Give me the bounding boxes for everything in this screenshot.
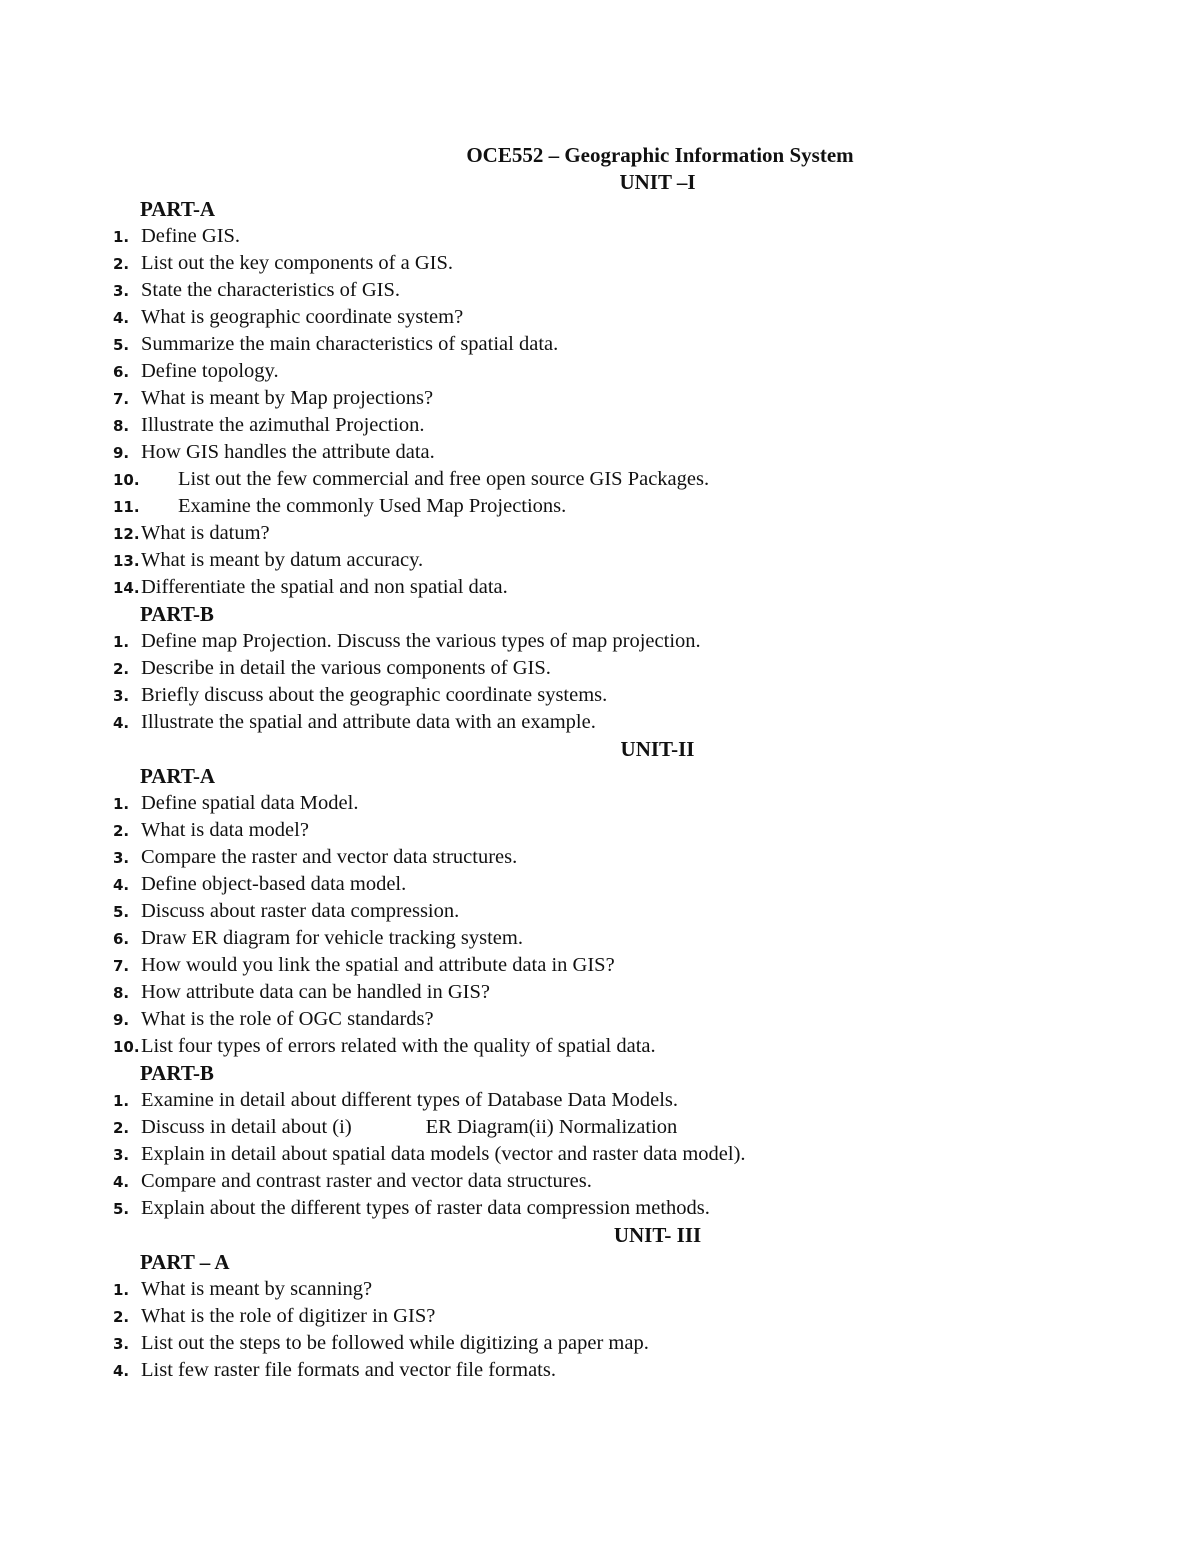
item-number: 10.	[113, 1038, 140, 1056]
list-item	[0, 250, 1200, 277]
item-text: Differentiate the spatial and non spatial data.	[141, 576, 508, 598]
list-item	[0, 871, 1200, 898]
item-number: 3.	[113, 1335, 130, 1353]
list-item	[0, 925, 1200, 952]
list-item	[0, 358, 1200, 385]
unit-heading: UNIT- III	[613, 1223, 702, 1247]
item-number: 4.	[113, 309, 130, 327]
list-item	[0, 898, 1200, 925]
list-item	[0, 979, 1200, 1006]
item-text: How attribute data can be handled in GIS?	[141, 981, 490, 1003]
list-item	[0, 1357, 1200, 1384]
list-item	[0, 1006, 1200, 1033]
part-heading: PART – A	[140, 1250, 230, 1274]
list-item	[0, 439, 1200, 466]
item-number: 9.	[113, 444, 130, 462]
part-heading: PART-A	[140, 764, 216, 788]
list-item	[0, 817, 1200, 844]
list-item	[0, 844, 1200, 871]
item-text: What is meant by scanning?	[141, 1278, 373, 1300]
item-text: Describe in detail the various components of GIS.	[141, 657, 551, 679]
list-item	[0, 1195, 1200, 1222]
item-number: 3.	[113, 1146, 130, 1164]
item-number: 9.	[113, 1011, 130, 1029]
item-number: 3.	[113, 849, 130, 867]
item-number: 8.	[113, 417, 130, 435]
item-text: How GIS handles the attribute data.	[141, 441, 435, 463]
item-text-part-2: ER Diagram(ii) Normalization	[425, 1116, 678, 1138]
item-text: What is the role of OGC standards?	[141, 1008, 434, 1030]
item-text: List out the steps to be followed while digitizing a paper map.	[141, 1332, 649, 1354]
item-text: Briefly discuss about the geographic coordinate systems.	[141, 684, 608, 706]
list-item	[0, 655, 1200, 682]
list-item	[0, 385, 1200, 412]
item-text: Illustrate the spatial and attribute data with an example.	[141, 711, 596, 733]
item-text: Draw ER diagram for vehicle tracking system.	[141, 927, 523, 949]
list-item	[0, 1168, 1200, 1195]
item-text: Define GIS.	[141, 225, 241, 247]
item-text-part-1: Discuss in detail about (i)	[141, 1116, 352, 1138]
item-text: What is meant by datum accuracy.	[141, 549, 424, 571]
list-item	[0, 304, 1200, 331]
item-number: 5.	[113, 903, 130, 921]
list-item	[0, 547, 1200, 574]
list-item	[0, 412, 1200, 439]
item-number: 6.	[113, 363, 130, 381]
item-text: What is geographic coordinate system?	[141, 306, 464, 328]
item-text: Examine in detail about different types of Database Data Models.	[141, 1089, 679, 1111]
item-number: 14.	[113, 579, 140, 597]
list-item	[0, 709, 1200, 736]
list-item	[0, 628, 1200, 655]
part-heading: PART-A	[140, 197, 216, 221]
item-text: What is meant by Map projections?	[141, 387, 434, 409]
part-heading: PART-B	[140, 602, 214, 626]
item-text: Define map Projection. Discuss the various types of map projection.	[141, 630, 701, 652]
unit-heading: UNIT –I	[619, 170, 696, 194]
list-item	[0, 277, 1200, 304]
list-item	[0, 1141, 1200, 1168]
item-text: Examine the commonly Used Map Projections.	[178, 495, 567, 517]
list-item	[0, 952, 1200, 979]
item-number: 2.	[113, 1308, 130, 1326]
item-text: Explain in detail about spatial data models (vector and raster data model).	[141, 1143, 746, 1165]
item-number: 2.	[113, 1119, 130, 1137]
item-number: 11.	[113, 498, 140, 516]
item-number: 3.	[113, 687, 130, 705]
item-number: 4.	[113, 876, 130, 894]
item-number: 1.	[113, 228, 130, 246]
item-number: 1.	[113, 1092, 130, 1110]
list-item	[0, 1303, 1200, 1330]
item-number: 2.	[113, 660, 130, 678]
item-text: List out the key components of a GIS.	[141, 252, 454, 274]
item-number: 7.	[113, 957, 130, 975]
item-text: List four types of errors related with the quality of spatial data.	[141, 1035, 656, 1057]
unit-heading: UNIT-II	[620, 737, 695, 761]
list-item	[0, 790, 1200, 817]
item-text: Define topology.	[141, 360, 279, 382]
item-number: 8.	[113, 984, 130, 1002]
list-item	[0, 331, 1200, 358]
list-item	[0, 574, 1200, 601]
item-number: 1.	[113, 795, 130, 813]
list-item	[0, 1087, 1200, 1114]
item-text	[141, 1114, 677, 1141]
item-number: 4.	[113, 714, 130, 732]
list-item	[0, 682, 1200, 709]
item-text: Define object-based data model.	[141, 873, 407, 895]
item-number: 2.	[113, 255, 130, 273]
item-text: Compare the raster and vector data structures.	[141, 846, 518, 868]
list-item	[0, 1330, 1200, 1357]
item-number: 5.	[113, 1200, 130, 1218]
item-number: 4.	[113, 1173, 130, 1191]
item-text: Compare and contrast raster and vector data structures.	[141, 1170, 592, 1192]
list-item	[0, 493, 1200, 520]
list-item	[0, 1114, 1200, 1141]
item-number: 3.	[113, 282, 130, 300]
item-text: Define spatial data Model.	[141, 792, 359, 814]
item-text: List out the few commercial and free open source GIS Packages.	[178, 468, 710, 490]
item-number: 13.	[113, 552, 140, 570]
item-text: How would you link the spatial and attribute data in GIS?	[141, 954, 615, 976]
item-number: 2.	[113, 822, 130, 840]
item-text: Discuss about raster data compression.	[141, 900, 460, 922]
item-number: 5.	[113, 336, 130, 354]
question-bank-document	[0, 142, 1200, 1384]
item-text: List few raster file formats and vector file formats.	[141, 1359, 556, 1381]
document-title: OCE552 – Geographic Information System	[466, 143, 854, 167]
item-number: 6.	[113, 930, 130, 948]
list-item	[0, 1033, 1200, 1060]
item-text: Explain about the different types of raster data compression methods.	[141, 1197, 710, 1219]
item-number: 10.	[113, 471, 140, 489]
list-item	[0, 223, 1200, 250]
part-heading: PART-B	[140, 1061, 214, 1085]
item-number: 1.	[113, 633, 130, 651]
item-number: 12.	[113, 525, 140, 543]
item-text: What is datum?	[141, 522, 270, 544]
item-number: 7.	[113, 390, 130, 408]
item-text: What is the role of digitizer in GIS?	[141, 1305, 436, 1327]
list-item	[0, 466, 1200, 493]
item-text: Summarize the main characteristics of spatial data.	[141, 333, 559, 355]
item-text: State the characteristics of GIS.	[141, 279, 401, 301]
item-text: What is data model?	[141, 819, 309, 841]
list-item	[0, 520, 1200, 547]
item-number: 1.	[113, 1281, 130, 1299]
list-item	[0, 1276, 1200, 1303]
item-number: 4.	[113, 1362, 130, 1380]
item-text: Illustrate the azimuthal Projection.	[141, 414, 425, 436]
